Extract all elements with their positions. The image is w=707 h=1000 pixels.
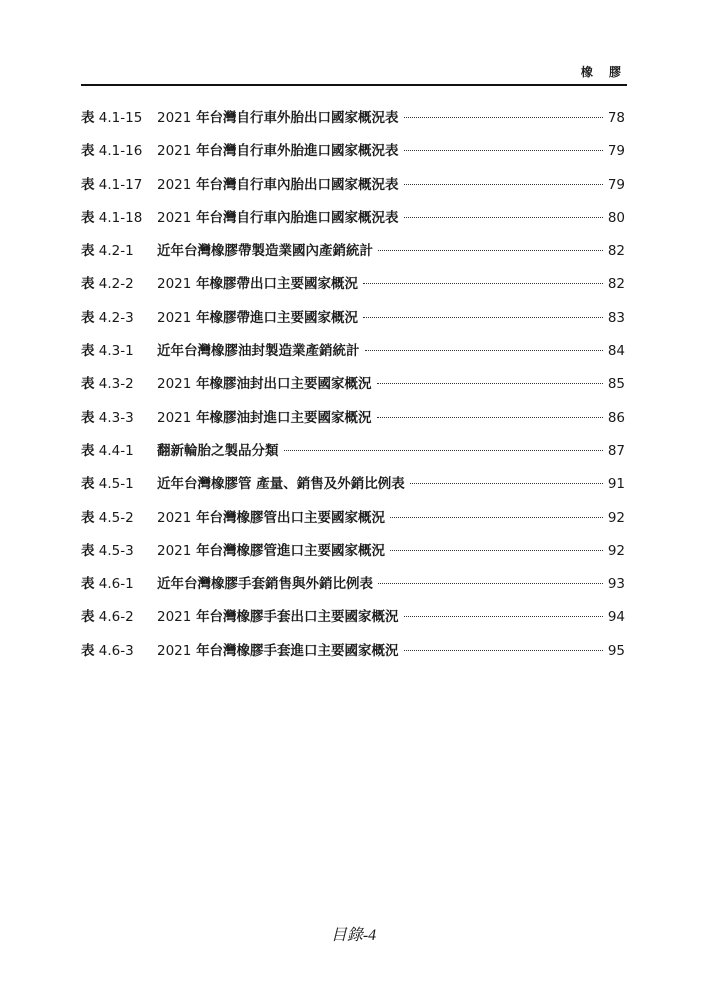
toc-entry-title-text: 年台灣自行車外胎進口國家概況表: [196, 143, 399, 160]
toc-entry-page: 91: [607, 476, 625, 493]
toc-entry-label: [81, 274, 157, 294]
toc-entry-title: [157, 474, 405, 494]
toc-entry-title-text: 近年台灣橡膠手套銷售與外銷比例表: [157, 576, 373, 593]
toc-entry-title: [157, 541, 385, 561]
toc-entry-keyword: 表: [81, 576, 95, 593]
toc-entry-title-text: 近年台灣橡膠帶製造業國內產銷統計: [157, 243, 373, 260]
toc-entry-year: 2021: [157, 309, 192, 326]
toc-entry-number: 4.3-2: [98, 376, 134, 393]
toc-entry-title-text: 年台灣橡膠管出口主要國家概況: [196, 509, 386, 526]
toc-entry-number: 4.6-2: [98, 609, 134, 626]
toc-entry-year: 2021: [157, 609, 192, 626]
toc-entry-page: 82: [607, 276, 625, 293]
toc-entry-page: 93: [607, 576, 625, 593]
page-number-footer: 目錄-4: [330, 927, 377, 944]
toc-entry-title-text: 年橡膠油封出口主要國家概況: [196, 376, 372, 393]
toc-entry-number: 4.2-3: [98, 309, 134, 326]
toc-entry-label: [81, 574, 157, 594]
toc-entry[interactable]: [81, 241, 625, 274]
toc-entry-title: [157, 607, 399, 627]
toc-entry-keyword: 表: [81, 409, 95, 426]
toc-entry-keyword: 表: [81, 642, 95, 659]
toc-entry[interactable]: [81, 641, 625, 674]
toc-entry-year: 2021: [157, 276, 192, 293]
toc-entry-keyword: 表: [81, 110, 95, 126]
toc-entry-keyword: 表: [81, 276, 95, 293]
toc-entry-keyword: 表: [81, 542, 95, 559]
dot-leader: [378, 250, 603, 251]
toc-entry-title-text: 年台灣橡膠手套進口主要國家概況: [196, 642, 399, 659]
toc-entry[interactable]: [81, 508, 625, 541]
toc-entry-title-text: 年台灣自行車內胎進口國家概況表: [196, 209, 399, 226]
toc-entry-keyword: 表: [81, 442, 95, 459]
toc-entry-title: [157, 208, 399, 228]
toc-entry[interactable]: [81, 574, 625, 607]
toc-entry[interactable]: [81, 175, 625, 208]
toc-entry-number: 4.2-1: [98, 243, 134, 260]
toc-entry-number: 4.6-1: [98, 576, 134, 593]
toc-entry[interactable]: [81, 108, 625, 141]
toc-entry-title-text: 年台灣橡膠管進口主要國家概況: [196, 542, 386, 559]
toc-entry[interactable]: [81, 141, 625, 174]
toc-entry-title: [157, 574, 373, 594]
toc-entry-keyword: 表: [81, 476, 95, 493]
header-rule: [81, 84, 627, 86]
toc-entry-year: 2021: [157, 110, 192, 126]
toc-entry-number: 4.5-1: [98, 476, 134, 493]
toc-entry-label: [81, 374, 157, 394]
toc-entry-keyword: 表: [81, 509, 95, 526]
toc-entry-title-text: 年台灣橡膠手套出口主要國家概況: [196, 609, 399, 626]
toc-entry-page: 92: [607, 509, 625, 526]
toc-entry-keyword: 表: [81, 376, 95, 393]
toc-entry[interactable]: [81, 308, 625, 341]
toc-entry-number: 4.6-3: [98, 642, 134, 659]
toc-entry-title-text: 近年台灣橡膠管 產量、銷售及外銷比例表: [157, 476, 405, 493]
toc-entry-page: 79: [607, 176, 625, 193]
toc-entry-page: 87: [607, 442, 625, 459]
toc-entry-title: [157, 641, 399, 661]
running-header-title: 橡 膠: [580, 65, 627, 79]
toc-entry-title: [157, 175, 399, 195]
toc-entry-title-text: 翻新輪胎之製品分類: [157, 442, 279, 459]
dot-leader: [363, 283, 603, 284]
toc-entry-keyword: 表: [81, 243, 95, 260]
toc-entry-title: [157, 141, 399, 161]
toc-entry-title: [157, 441, 279, 461]
toc-entry-label: [81, 541, 157, 561]
dot-leader: [363, 317, 603, 318]
toc-entry[interactable]: [81, 208, 625, 241]
dot-leader: [390, 550, 603, 551]
toc-entry-label: [81, 341, 157, 361]
toc-entry-label: [81, 441, 157, 461]
toc-entry-keyword: 表: [81, 176, 95, 193]
toc-entry-year: 2021: [157, 143, 192, 160]
toc-entry-keyword: 表: [81, 143, 95, 160]
dot-leader: [365, 350, 603, 351]
dot-leader: [404, 117, 603, 118]
toc-entry-keyword: 表: [81, 343, 95, 360]
toc-entry-title: [157, 408, 372, 428]
toc-entry-page: 80: [607, 209, 625, 226]
toc-entry-title-text: 年橡膠帶進口主要國家概況: [196, 309, 359, 326]
toc-entry[interactable]: [81, 374, 625, 407]
toc-entry-title-text: 年台灣自行車外胎出口國家概況表: [196, 110, 399, 126]
toc-entry-title: [157, 108, 399, 128]
toc-entry-page: 86: [607, 409, 625, 426]
toc-entry-page: 82: [607, 243, 625, 260]
toc-entry-year: 2021: [157, 509, 192, 526]
dot-leader: [410, 483, 603, 484]
toc-entry-label: [81, 141, 157, 161]
toc-entry-title-text: 近年台灣橡膠油封製造業產銷統計: [157, 343, 360, 360]
toc-entry-number: 4.5-3: [98, 542, 134, 559]
toc-entry-number: 4.2-2: [98, 276, 134, 293]
toc-entry-title: [157, 274, 358, 294]
toc-entry-page: 94: [607, 609, 625, 626]
toc-entry-label: [81, 508, 157, 528]
toc-entry-page: 95: [607, 642, 625, 659]
toc-entry-title: [157, 374, 372, 394]
toc-entry-keyword: 表: [81, 609, 95, 626]
toc-entry-number: 4.1-18: [98, 209, 143, 226]
toc-entry-number: 4.1-16: [98, 143, 143, 160]
dot-leader: [404, 184, 603, 185]
toc-entry-title-text: 年橡膠油封進口主要國家概況: [196, 409, 372, 426]
toc-entry-page: 79: [607, 143, 625, 160]
toc-entry-keyword: 表: [81, 209, 95, 226]
toc-entry-title: [157, 308, 358, 328]
toc-entry-keyword: 表: [81, 309, 95, 326]
dot-leader: [404, 650, 603, 651]
toc-entry-title: [157, 241, 373, 261]
toc-entry-page: 83: [607, 309, 625, 326]
toc-entry-page: 85: [607, 376, 625, 393]
toc-entry-number: 4.4-1: [98, 442, 134, 459]
toc-entry-year: 2021: [157, 176, 192, 193]
dot-leader: [404, 217, 603, 218]
toc-entry-number: 4.3-1: [98, 343, 134, 360]
dot-leader: [404, 616, 603, 617]
toc-entry-label: [81, 108, 157, 128]
toc-entry-label: [81, 641, 157, 661]
toc-entry-page: 92: [607, 542, 625, 559]
toc-entry-title: [157, 341, 360, 361]
toc-entry-label: [81, 474, 157, 494]
toc-entry-number: 4.1-17: [98, 176, 143, 193]
toc-entry-label: [81, 175, 157, 195]
toc-entry[interactable]: [81, 607, 625, 640]
dot-leader: [404, 150, 603, 151]
toc-entry-number: 4.1-15: [98, 110, 143, 126]
toc-entry-label: [81, 607, 157, 627]
toc-entry[interactable]: [81, 408, 625, 441]
dot-leader: [378, 583, 603, 584]
toc-entry[interactable]: [81, 341, 625, 374]
toc-entry-year: 2021: [157, 209, 192, 226]
toc-entry-title-text: 年台灣自行車內胎出口國家概況表: [196, 176, 399, 193]
toc-entry-year: 2021: [157, 409, 192, 426]
toc-entry-number: 4.5-2: [98, 509, 134, 526]
toc-entry[interactable]: [81, 274, 625, 307]
toc-entry[interactable]: [81, 541, 625, 574]
toc-entry-page: 84: [607, 343, 625, 360]
dot-leader: [377, 383, 603, 384]
toc-entry-number: 4.3-3: [98, 409, 134, 426]
dot-leader: [390, 517, 603, 518]
toc-entry-title: [157, 508, 385, 528]
toc-entry-year: 2021: [157, 642, 192, 659]
toc-entry-label: [81, 408, 157, 428]
toc-entry[interactable]: [81, 474, 625, 507]
toc-entry[interactable]: [81, 441, 625, 474]
toc-entry-label: [81, 241, 157, 261]
table-of-contents: [81, 108, 625, 674]
toc-entry-title-text: 年橡膠帶出口主要國家概況: [196, 276, 359, 293]
toc-entry-page: 78: [607, 110, 625, 126]
dot-leader: [284, 450, 603, 451]
dot-leader: [377, 417, 603, 418]
toc-entry-label: [81, 308, 157, 328]
toc-entry-year: 2021: [157, 542, 192, 559]
toc-entry-label: [81, 208, 157, 228]
toc-entry-year: 2021: [157, 376, 192, 393]
